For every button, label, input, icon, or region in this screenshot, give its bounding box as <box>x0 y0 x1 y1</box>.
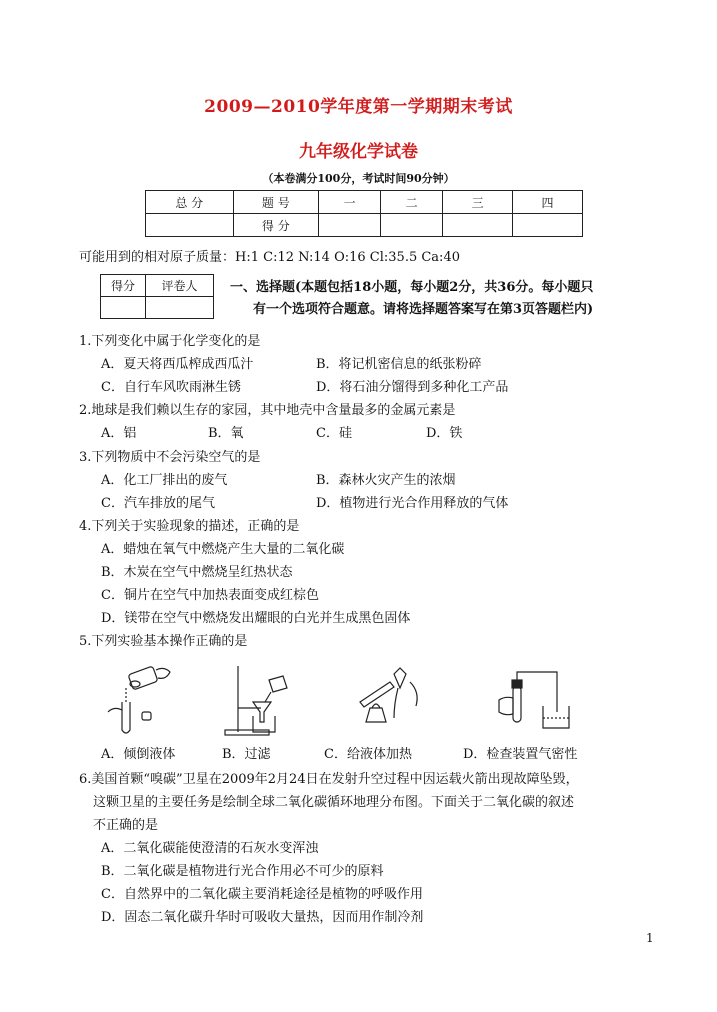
grader-cell-empty <box>146 297 214 319</box>
score-cell: 四 <box>513 191 583 214</box>
option: B．过滤 <box>222 747 271 762</box>
question-4: 4.下列关于实验现象的描述，正确的是 <box>79 519 300 534</box>
score-cell-empty <box>319 214 381 237</box>
option: B．氧 <box>208 426 244 441</box>
atomic-masses: 可能用到的相对原子质量：H:1 C:12 N:14 O:16 Cl:35.5 Ca:40 <box>79 250 460 265</box>
grader-name-label: 评卷人 <box>146 275 214 297</box>
score-table-header-row <box>146 191 583 214</box>
question-2: 2.地球是我们赖以生存的家园，其中地壳中含量最多的金属元素是 <box>79 403 456 418</box>
option: B．森林火灾产生的浓烟 <box>316 473 456 488</box>
exam-title: 2009—2010学年度第一学期期末考试 <box>204 97 513 117</box>
option: A．倾倒液体 <box>101 747 176 762</box>
score-cell-empty <box>146 214 234 237</box>
score-cell: 得 分 <box>233 214 319 237</box>
score-cell: 三 <box>443 191 513 214</box>
exam-subtitle: 九年级化学试卷 <box>299 142 418 162</box>
pouring-liquid-illustration <box>100 662 180 738</box>
score-table <box>145 190 583 237</box>
grader-table <box>100 274 214 319</box>
liquid-heating-illustration <box>348 662 428 738</box>
question-6-line-2: 这颗卫星的主要任务是绘制全球二氧化碳循环地理分布图。下面关于二氧化碳的叙述 <box>93 795 575 810</box>
option: D．检查装置气密性 <box>463 747 578 762</box>
question-6-line-3: 不正确的是 <box>93 818 159 833</box>
section-line-1: 一、选择题(本题包括18小题，每小题2分，共36分。每小题只 <box>230 280 594 295</box>
option: C．铜片在空气中加热表面变成红棕色 <box>101 588 319 603</box>
option: D．镁带在空气中燃烧发出耀眼的白光并生成黑色固体 <box>101 611 411 626</box>
option: C．汽车排放的尾气 <box>101 496 215 511</box>
airtightness-check-illustration <box>493 662 573 738</box>
option: D．将石油分馏得到多种化工产品 <box>316 380 509 395</box>
option: B．将记机密信息的纸张粉碎 <box>316 357 482 372</box>
section-heading <box>230 277 660 321</box>
section-line-2: 有一个选项符合题意。请将选择题答案写在第3页答题栏内) <box>253 302 594 317</box>
score-cell-empty <box>513 214 583 237</box>
option: D．铁 <box>426 426 463 441</box>
grader-cell-empty <box>101 297 146 319</box>
score-cell-empty <box>381 214 443 237</box>
question-3: 3.下列物质中不会污染空气的是 <box>79 450 261 465</box>
option: A．蜡烛在氧气中燃烧产生大量的二氧化碳 <box>101 542 345 557</box>
question-5: 5.下列实验基本操作正确的是 <box>79 634 248 649</box>
option: A．二氧化碳能使澄清的石灰水变浑浊 <box>101 841 319 856</box>
score-cell: 总 分 <box>146 191 234 214</box>
grader-score-label: 得分 <box>101 275 146 297</box>
score-cell: 二 <box>381 191 443 214</box>
page-number: 1 <box>646 931 654 945</box>
score-cell: 一 <box>319 191 381 214</box>
option: A．铝 <box>101 426 137 441</box>
option: C．给液体加热 <box>324 747 412 762</box>
score-table-value-row <box>146 214 583 237</box>
option: A．夏天将西瓜榨成西瓜汁 <box>101 357 254 372</box>
score-cell-empty <box>443 214 513 237</box>
option: C．自行车风吹雨淋生锈 <box>101 380 241 395</box>
option: C．自然界中的二氧化碳主要消耗途径是植物的呼吸作用 <box>101 887 423 902</box>
filtration-illustration <box>213 662 293 738</box>
option: B．二氧化碳是植物进行光合作用必不可少的原料 <box>101 864 384 879</box>
option: D．固态二氧化碳升华时可吸收大量热，因而用作制冷剂 <box>101 910 424 925</box>
option: A．化工厂排出的废气 <box>101 473 228 488</box>
option: D．植物进行光合作用释放的气体 <box>316 496 509 511</box>
score-cell: 题 号 <box>233 191 319 214</box>
exam-note: （本卷满分100分，考试时间90分钟） <box>262 172 455 185</box>
question-1: 1.下列变化中属于化学变化的是 <box>79 334 261 349</box>
option: C．硅 <box>316 426 352 441</box>
question-6-line-1: 6.美国首颗“嗅碳”卫星在2009年2月24日在发射升空过程中因运载火箭出现故障坠毁， <box>79 772 579 787</box>
option: B．木炭在空气中燃烧呈红热状态 <box>101 565 293 580</box>
